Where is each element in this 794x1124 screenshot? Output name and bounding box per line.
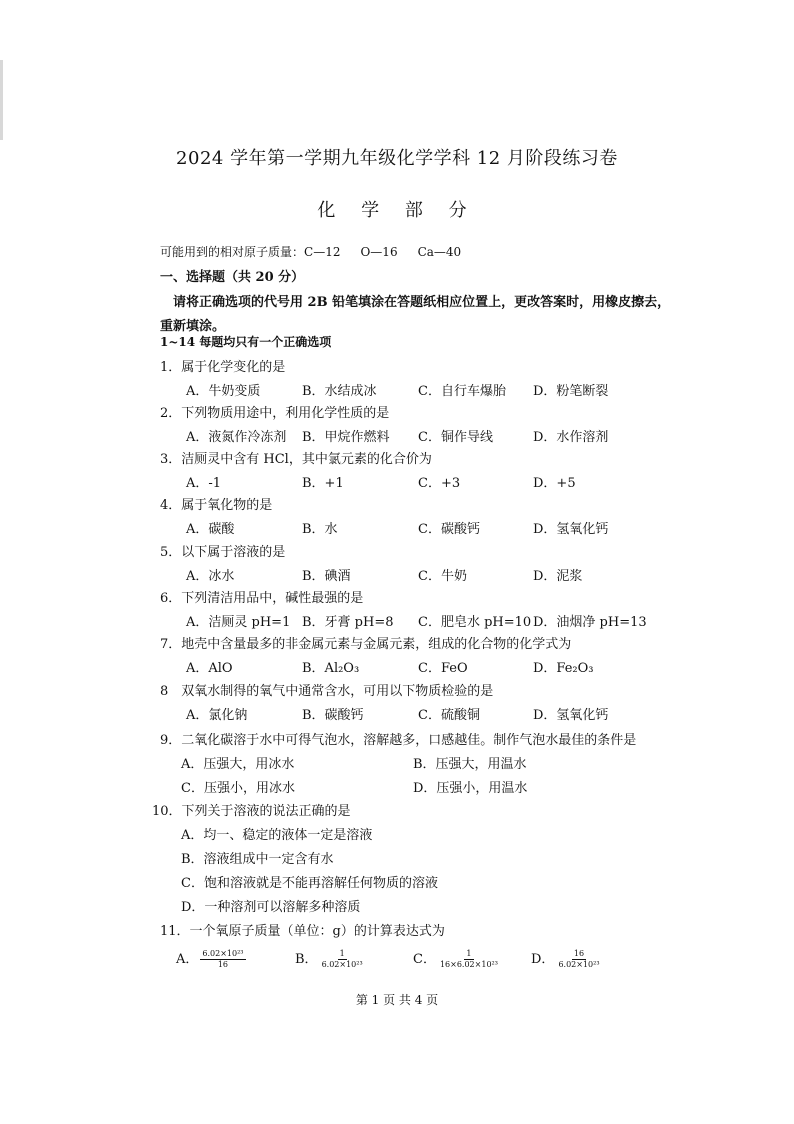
atomic-mass-c: C—12 xyxy=(304,245,341,259)
option-d: D．一种溶剂可以溶解多种溶质 xyxy=(181,900,361,915)
atomic-masses xyxy=(160,243,481,260)
option-a: A．冰水 xyxy=(186,569,235,584)
question-stem: 6．下列清洁用品中，碱性最强的是 xyxy=(160,591,364,606)
question-stem: 10．下列关于溶液的说法正确的是 xyxy=(152,804,351,819)
page-title: 2024 学年第一学期九年级化学学科 12 月阶段练习卷 xyxy=(176,148,618,169)
section-heading: 一、选择题（共 20 分） xyxy=(160,270,305,285)
fraction xyxy=(320,949,365,970)
page-footer: 第 1 页 共 4 页 xyxy=(355,993,439,1007)
fraction-denominator: 16×6.02×10²³ xyxy=(439,960,498,969)
option-b: B．+1 xyxy=(302,476,344,491)
option-b xyxy=(295,948,365,970)
option-a: A．氯化钠 xyxy=(186,708,248,723)
option-a: A．-1 xyxy=(186,476,222,491)
option-d xyxy=(531,948,602,970)
fraction-denominator: 16 xyxy=(217,960,229,969)
option-a: A．液氮作冷冻剂 xyxy=(186,430,287,445)
option-d: D．泥浆 xyxy=(533,569,583,584)
fraction xyxy=(200,949,245,970)
fraction-numerator: 1 xyxy=(466,949,472,958)
question-stem: 7．地壳中含量最多的非金属元素与金属元素，组成的化合物的化学式为 xyxy=(160,637,572,652)
option-c: C．牛奶 xyxy=(418,569,467,584)
option-c: C．压强小，用冰水 xyxy=(181,781,295,796)
option-a: A．AlO xyxy=(186,661,233,676)
page-subtitle: 化 学 部 分 xyxy=(317,200,477,221)
option-a: A．洁厕灵 pH=1 xyxy=(186,615,291,630)
option-d: D．水作溶剂 xyxy=(533,430,609,445)
instruction-line-1: 请将正确选项的代号用 2B 铅笔填涂在答题纸相应位置上，更改答案时，用橡皮擦去， xyxy=(173,295,671,310)
option-letter: B． xyxy=(295,952,318,967)
question-stem: 4．属于氧化物的是 xyxy=(160,498,273,513)
atomic-mass-o: O—16 xyxy=(360,245,398,259)
question-stem: 5．以下属于溶液的是 xyxy=(160,545,286,560)
section-note: 1~14 每题均只有一个正确选项 xyxy=(160,335,332,349)
option-b: B．压强大，用温水 xyxy=(413,757,527,772)
fraction-numerator: 1 xyxy=(339,949,345,958)
option-c xyxy=(413,948,500,970)
question-stem: 1．属于化学变化的是 xyxy=(160,360,286,375)
fraction-denominator: 6.02×10²³ xyxy=(321,960,363,969)
scan-edge-mark xyxy=(0,60,3,140)
option-b: B．牙膏 pH=8 xyxy=(302,615,394,630)
option-b: B．水 xyxy=(302,522,338,537)
atomic-masses-label: 可能用到的相对原子质量： xyxy=(160,245,305,259)
option-c: C．硫酸铜 xyxy=(418,708,480,723)
fraction-numerator: 16 xyxy=(573,949,585,958)
fraction-numerator: 6.02×10²³ xyxy=(202,949,244,958)
option-d: D．压强小，用温水 xyxy=(413,781,528,796)
option-letter: C． xyxy=(413,952,436,967)
option-letter: A． xyxy=(176,952,199,967)
option-c: C．碳酸钙 xyxy=(418,522,480,537)
option-letter: D． xyxy=(531,952,555,967)
option-b: B．甲烷作燃料 xyxy=(302,430,390,445)
option-b: B．Al₂O₃ xyxy=(302,661,360,676)
option-d: D．氢氧化钙 xyxy=(533,522,609,537)
option-c: C．自行车爆胎 xyxy=(418,384,506,399)
question-stem: 11．一个氧原子质量（单位：g）的计算表达式为 xyxy=(160,924,445,939)
question-stem: 3．洁厕灵中含有 HCl，其中氯元素的化合价为 xyxy=(160,452,432,467)
fraction xyxy=(556,949,601,970)
option-b: B．碘酒 xyxy=(302,569,351,584)
instruction-line-2: 重新填涂。 xyxy=(160,319,226,334)
option-d: D．油烟净 pH=13 xyxy=(533,615,647,630)
option-c: C．饱和溶液就是不能再溶解任何物质的溶液 xyxy=(181,876,438,891)
question-stem: 2．下列物质用途中，利用化学性质的是 xyxy=(160,406,390,421)
option-b: B．碳酸钙 xyxy=(302,708,364,723)
option-b: B．水结成冰 xyxy=(302,384,377,399)
option-a xyxy=(176,948,246,970)
fraction xyxy=(438,949,500,970)
option-a: A．牛奶变质 xyxy=(186,384,261,399)
option-b: B．溶液组成中一定含有水 xyxy=(181,852,334,867)
option-d: D．Fe₂O₃ xyxy=(533,661,594,676)
fraction-denominator: 6.02×10²³ xyxy=(558,960,600,969)
option-a: A．碳酸 xyxy=(186,522,235,537)
option-c: C．FeO xyxy=(418,661,468,676)
option-a: A．压强大，用冰水 xyxy=(181,757,295,772)
option-c: C．肥皂水 pH=10 xyxy=(418,615,532,630)
option-d: D．+5 xyxy=(533,476,576,491)
option-d: D．粉笔断裂 xyxy=(533,384,609,399)
option-c: C．+3 xyxy=(418,476,461,491)
option-a: A．均一、稳定的液体一定是溶液 xyxy=(181,828,373,843)
option-c: C．铜作导线 xyxy=(418,430,493,445)
option-d: D．氢氧化钙 xyxy=(533,708,609,723)
question-stem: 8 双氧水制得的氧气中通常含水，可用以下物质检验的是 xyxy=(160,684,494,699)
atomic-mass-ca: Ca—40 xyxy=(417,245,462,259)
question-stem: 9．二氧化碳溶于水中可得气泡水，溶解越多，口感越佳。制作气泡水最佳的条件是 xyxy=(160,733,637,748)
